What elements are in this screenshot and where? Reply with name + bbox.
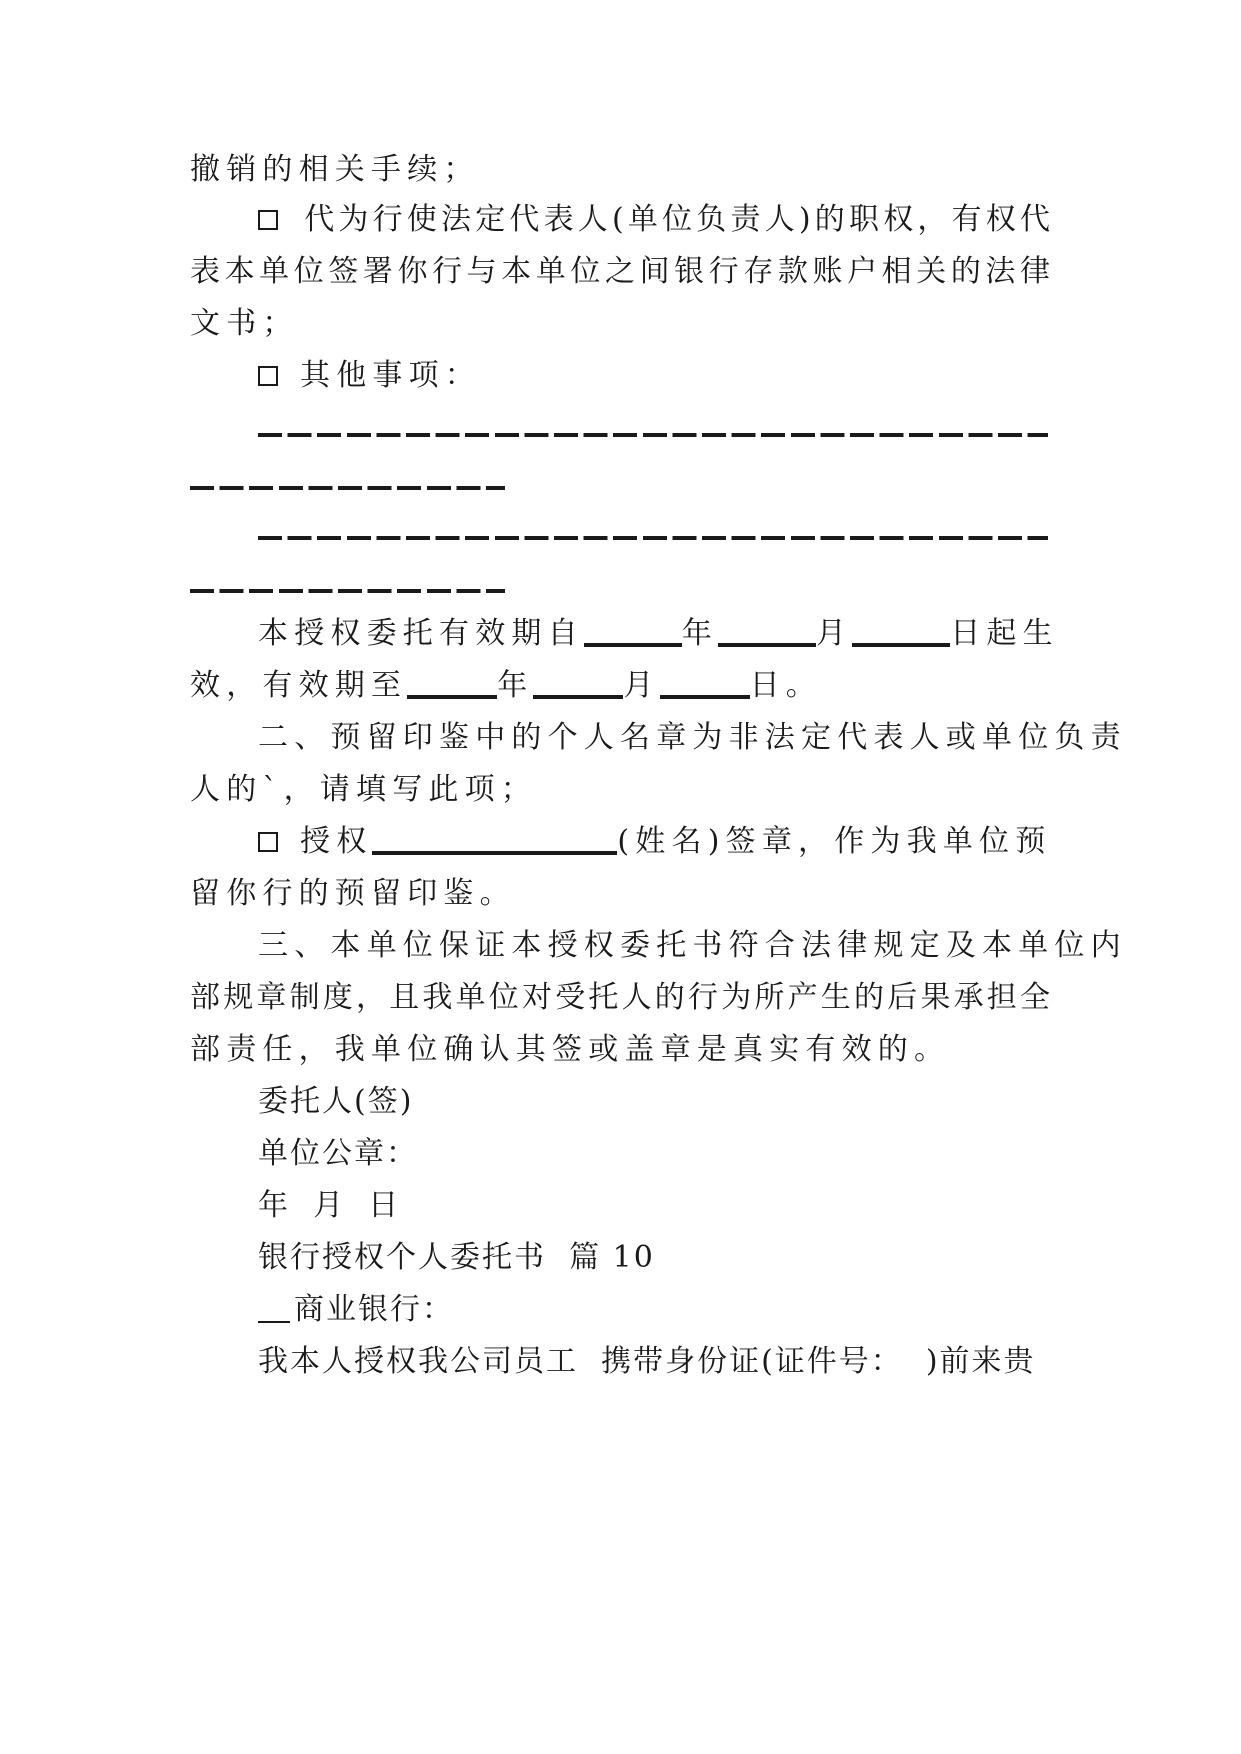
text-revocation-procedures: 撤销的相关手续； xyxy=(190,152,480,187)
line-18 xyxy=(258,1236,1050,1280)
text-section-three-cont: 部规章制度，且我单位对受托人的行为所产生的后果承担全 xyxy=(190,980,1050,1015)
text-day: 日。 xyxy=(749,668,823,703)
checkbox-icon[interactable] xyxy=(258,210,278,230)
text-section-two: 二、预留印鉴中的个人名章为非法定代表人或单位负责 xyxy=(258,720,1127,755)
section-heading: 银行授权个人委托书 篇 10 xyxy=(258,1240,655,1275)
blank-end-month[interactable] xyxy=(533,669,623,699)
text-date: 年 月 日 xyxy=(258,1188,401,1223)
checkbox-icon[interactable] xyxy=(258,366,278,386)
line-4 xyxy=(190,302,1050,346)
text-name-signature: (姓名)签章，作为我单位预 xyxy=(617,824,1052,859)
blank-start-day[interactable] xyxy=(852,617,950,647)
line-16 xyxy=(258,1132,1050,1176)
text-section-two-cont: 人的`，请填写此项； xyxy=(190,772,537,807)
line-19 xyxy=(258,1288,1050,1332)
line-6 xyxy=(258,612,1059,656)
fill-in-line[interactable] xyxy=(258,433,1048,437)
line-5 xyxy=(258,354,1050,398)
line-12 xyxy=(258,924,1127,968)
checkbox-icon[interactable] xyxy=(258,832,278,852)
text-month: 月 xyxy=(623,668,660,703)
line-7 xyxy=(190,664,1050,708)
text-authorize: 授权 xyxy=(300,824,373,859)
line-14 xyxy=(190,1028,1050,1072)
line-17 xyxy=(258,1184,1050,1228)
blank-bank-name[interactable] xyxy=(258,1293,290,1323)
text-authorization-body: 我本人授权我公司员工 携带身份证(证件号： )前来贵 xyxy=(258,1344,1036,1379)
text-validity-start: 本授权委托有效期自 xyxy=(258,616,584,651)
text-year: 年 xyxy=(681,616,719,651)
line-3 xyxy=(190,250,1050,294)
line-11 xyxy=(190,872,1050,916)
text-day-effective: 日起生 xyxy=(950,616,1059,651)
text-option-legal-rep: 代为行使法定代表人(单位负责人)的职权，有权代 xyxy=(300,202,1050,237)
blank-name[interactable] xyxy=(372,825,617,855)
fill-in-line[interactable] xyxy=(190,589,505,593)
text-commercial-bank: 商业银行： xyxy=(294,1292,454,1327)
text-year: 年 xyxy=(497,668,534,703)
text-unit-seal: 单位公章： xyxy=(258,1136,418,1171)
text-section-three: 三、本单位保证本授权委托书符合法律规定及本单位内 xyxy=(258,928,1127,963)
text-reserved-seal: 留你行的预留印鉴。 xyxy=(190,876,516,911)
line-9 xyxy=(190,768,1050,812)
text-validity-end: 效，有效期至 xyxy=(190,668,408,703)
blank-end-day[interactable] xyxy=(660,669,750,699)
line-8 xyxy=(258,716,1127,760)
line-2 xyxy=(258,198,1050,242)
line-15 xyxy=(258,1080,1050,1124)
line-13 xyxy=(190,976,1050,1020)
text-other-matters: 其他事项： xyxy=(300,358,481,393)
blank-end-year[interactable] xyxy=(407,669,497,699)
fill-in-line[interactable] xyxy=(190,486,505,490)
line-1 xyxy=(190,148,1050,192)
line-20 xyxy=(258,1340,1050,1384)
text-month: 月 xyxy=(816,616,853,651)
text-section-three-end: 部责任，我单位确认其签或盖章是真实有效的。 xyxy=(190,1032,951,1067)
text-option-legal-rep-cont: 表本单位签署你行与本单位之间银行存款账户相关的法律 xyxy=(190,254,1050,289)
line-10 xyxy=(258,820,1050,864)
blank-start-year[interactable] xyxy=(584,617,682,647)
text-legal-documents: 文书； xyxy=(190,306,299,341)
blank-start-month[interactable] xyxy=(718,617,816,647)
text-principal-signature: 委托人(签) xyxy=(258,1084,414,1119)
fill-in-line[interactable] xyxy=(258,536,1048,540)
